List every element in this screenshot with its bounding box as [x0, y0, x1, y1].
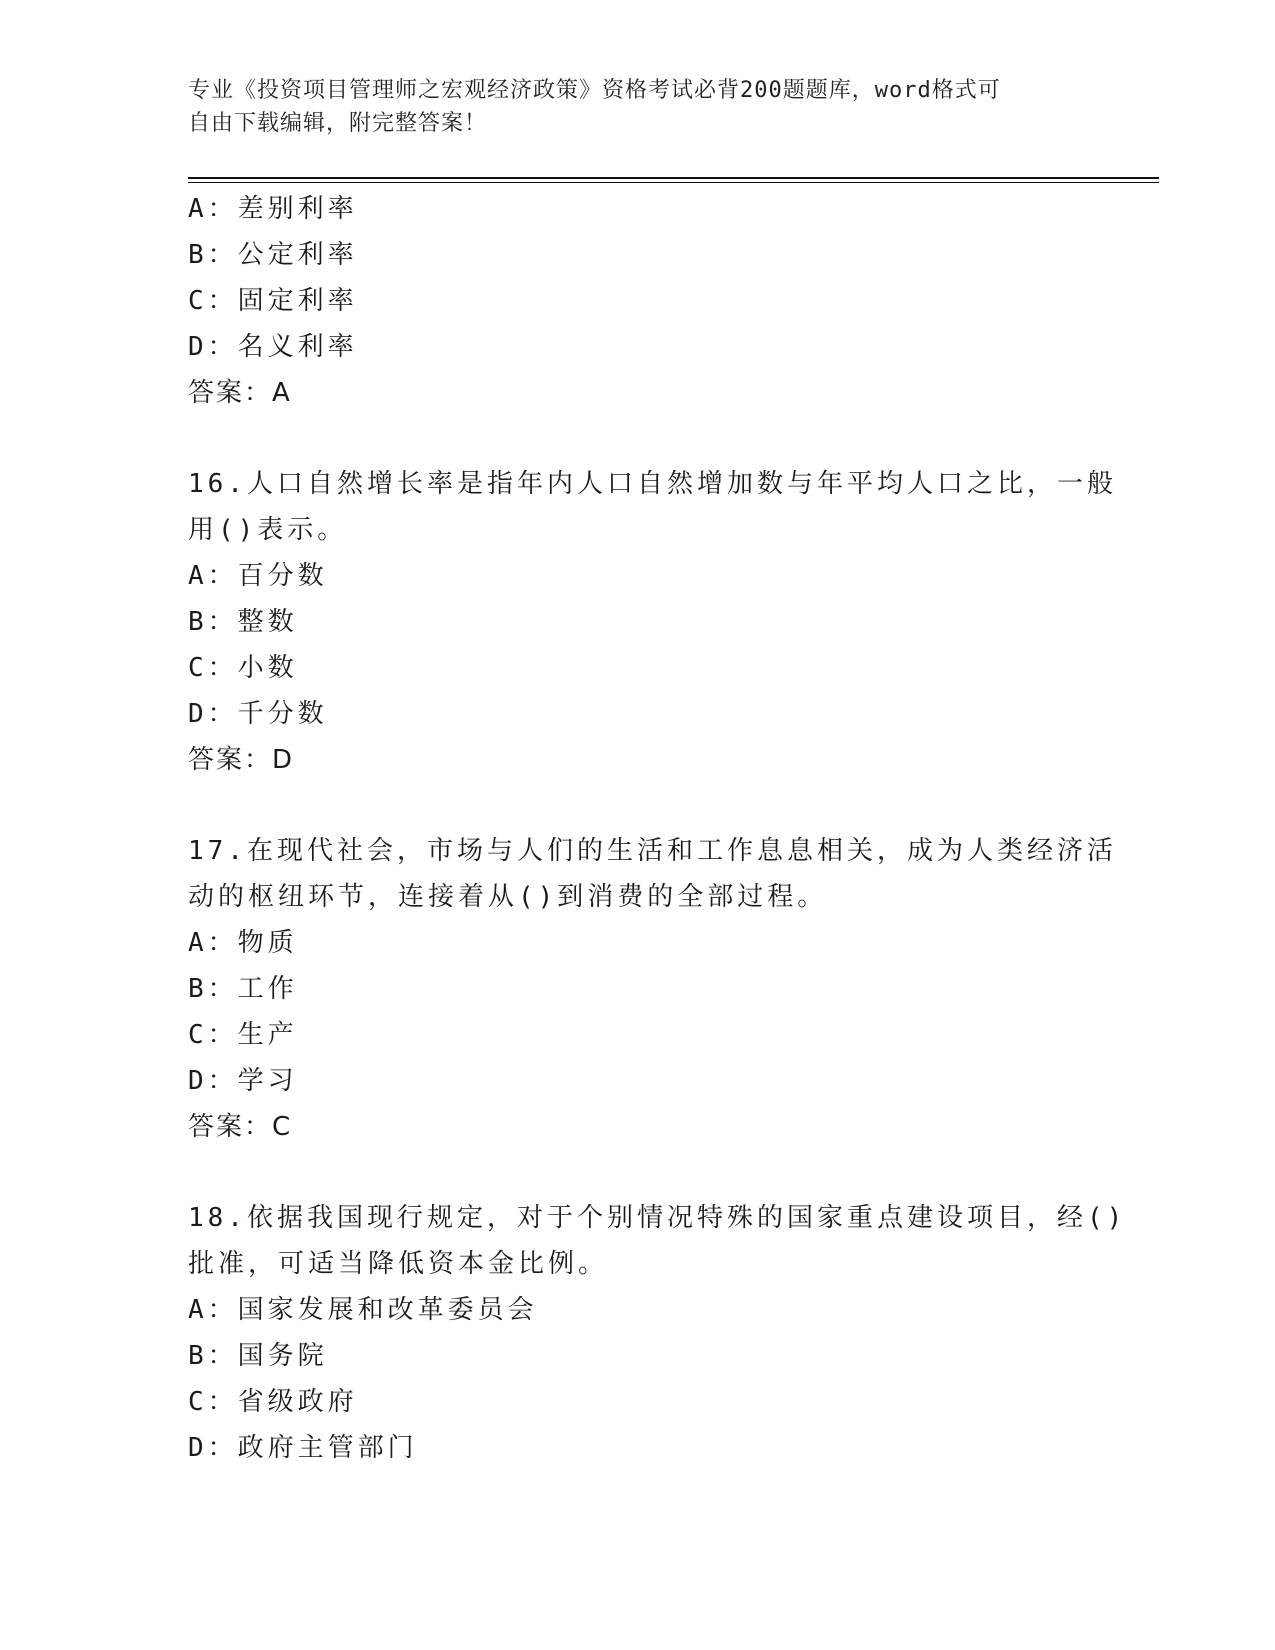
option-b: B：整数 [188, 607, 298, 637]
option-d: D：千分数 [188, 699, 328, 729]
option-b: B：公定利率 [188, 240, 358, 270]
document-header [188, 74, 1088, 140]
option-b: B：国务院 [188, 1341, 328, 1371]
option-d: D：学习 [188, 1066, 298, 1096]
question-stem-continued: 动的枢纽环节，连接着从()到消费的全部过程。 [188, 882, 828, 912]
question-stem-continued: 用()表示。 [188, 515, 348, 545]
option-a: A：差别利率 [188, 194, 358, 224]
header-line-2: 自由下载编辑，附完整答案！ [188, 111, 488, 136]
option-a: A：物质 [188, 928, 298, 958]
question-17-block [188, 828, 1117, 1150]
option-c: C：省级政府 [188, 1387, 358, 1417]
option-d: D：政府主管部门 [188, 1433, 418, 1463]
question-16-block [188, 461, 1117, 783]
header-line-1: 专业《投资项目管理师之宏观经济政策》资格考试必背200题题库，word格式可 [188, 78, 1001, 103]
question-stem-continued: 批准，可适当降低资本金比例。 [188, 1249, 609, 1279]
spacer [188, 783, 1088, 828]
question-stem: 16.人口自然增长率是指年内人口自然增加数与年平均人口之比，一般 [188, 469, 1117, 499]
option-b: B：工作 [188, 974, 298, 1004]
question-18-block [188, 1195, 1127, 1471]
question-stem: 17.在现代社会，市场与人们的生活和工作息息相关，成为人类经济活 [188, 836, 1117, 866]
option-a: A：百分数 [188, 561, 328, 591]
option-c: C：固定利率 [188, 286, 358, 316]
spacer [188, 1150, 1088, 1195]
spacer [188, 416, 1088, 461]
question-stem: 18.依据我国现行规定，对于个别情况特殊的国家重点建设项目，经() [188, 1203, 1127, 1233]
answer-line: 答案：A [188, 378, 292, 408]
option-c: C：生产 [188, 1020, 298, 1050]
question-list [188, 186, 1127, 1471]
header-divider [188, 177, 1159, 183]
option-d: D：名义利率 [188, 332, 358, 362]
answer-line: 答案：C [188, 1112, 293, 1142]
question-15-block [188, 186, 1088, 416]
option-a: A：国家发展和改革委员会 [188, 1295, 538, 1325]
option-c: C：小数 [188, 653, 298, 683]
answer-line: 答案：D [188, 745, 295, 775]
